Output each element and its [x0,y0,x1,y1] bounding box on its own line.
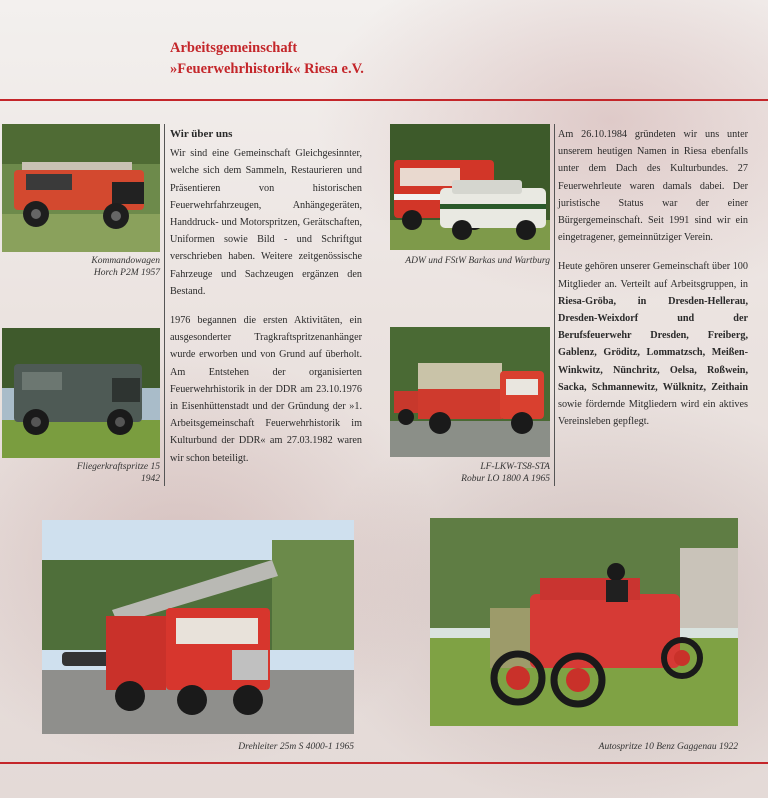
photo-adw-fstw [390,124,550,250]
left-column-divider [164,124,165,486]
about-us-heading: Wir über uns [170,128,233,140]
title-line-1: Arbeitsgemeinschaft [170,40,298,56]
caption-lf-lkw-robur: LF-LKW-TS8-STA Robur LO 1800 A 1965 [461,462,550,484]
about-us-paragraph-1: Wir sind eine Gemeinschaft Gleichgesinnter, welche sich dem Sammeln, Restaurieren und Präsentieren von historischen Feuerwehrfahrzeugen, Anhängegeräten, Handdruck- und Motorspritzen, Gerätschaften, Uniformen sowie Bild - und Schriftgut verschrieben haben. Weitere zeitgenössische Fahrzeuge und Sachzeugen ergänzen den Bestand. [170,148,362,297]
caption-drehleiter: Drehleiter 25m S 4000-1 1965 [238,742,354,752]
history-paragraph-1: Am 26.10.1984 gründeten wir uns unter unserem heutigen Namen in Riesa ebenfalls unter dem Dach des Kulturbundes. 27 Feuerwehrleute waren damals dabei. Der juristische Status war der einer Bürgergemeinschaft. Seit 1991 sind wir ein eingetragener, gemeinnütziger Verein. [558,129,748,244]
top-divider [0,99,768,101]
bottom-divider [0,762,768,764]
photo-drehleiter [42,520,354,734]
photo-kommandowagen [2,124,160,252]
caption-adw-fstw: ADW und FStW Barkas und Wartburg [405,256,550,266]
photo-fliegerkraftspritze [2,328,160,458]
history-paragraph-2: Heute gehören unserer Gemeinschaft über 100 Mitglieder an. Verteilt auf Arbeitsgruppen, in Riesa-Gröba, in Dresden-Hellerau, Dresden-Weixdorf und der Berufsfeuerwehr Dresden, Freiberg, Gablenz, Gröditz, Lommatzsch, Meißen-Winkwitz, Nünchritz, Oelsa, Roßwein, Sacka, Schmannewitz, Wülknitz, Zeithain sowie fördernde Mitgliedern wird ein aktives Vereinsleben gepflegt. [558,261,748,428]
title-line-2: »Feuerwehrhistorik« Riesa e.V. [170,61,364,77]
page-title [170,38,364,80]
caption-kommandowagen: Kommandowagen Horch P2M 1957 [91,256,160,278]
photo-autospritze [430,518,738,726]
caption-fliegerkraftspritze: Fliegerkraftspritze 15 1942 [76,462,160,484]
about-us-paragraph-2: 1976 begannen die ersten Aktivitäten, ein ausgesonderter Tragkraftspritzenanhänger wurde erworben und von Grund auf überholt. Am Entstehen der organisierten Feuerwehrhistorik in der DDR am 23.10.1976 in Eisenhüttenstadt und der Gründung der »1. Arbeitsgemeinschaft Feuerwehrhistorik im Kulturbund der DDR« am 27.03.1982 waren wir schon beteiligt. [170,315,362,464]
photo-lf-lkw-robur [390,327,550,457]
caption-autospritze: Autospritze 10 Benz Gaggenau 1922 [598,742,738,752]
history-section [558,126,748,442]
right-column-divider [554,124,555,486]
about-us-section [170,126,362,479]
member-locations: Riesa-Gröba, in Dresden-Hellerau, Dresden-Weixdorf und der Berufsfeuerwehr Dresden, Freiberg, Gablenz, Gröditz, Lommatzsch, Meißen-Winkwitz, Nünchritz, Oelsa, Roßwein, Sacka, Schmannewitz, Wülknitz, Zeithain [558,295,748,393]
